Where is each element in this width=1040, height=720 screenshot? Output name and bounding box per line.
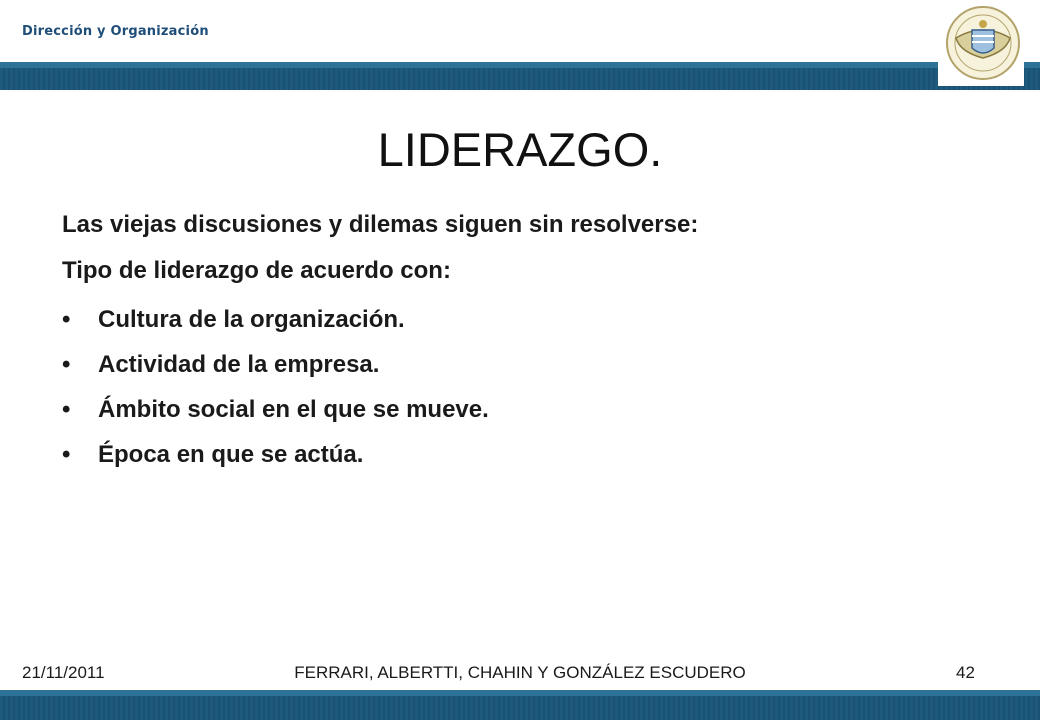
bullet-item <box>62 302 489 347</box>
course-name-label: Dirección y Organización <box>22 24 209 39</box>
bullet-text: Actividad de la empresa. <box>98 351 380 378</box>
institution-crest-icon <box>938 0 1024 86</box>
bullet-marker: • <box>62 441 71 468</box>
bullet-text: Cultura de la organización. <box>98 306 405 333</box>
footer-band <box>0 690 1040 720</box>
bullet-text: Ámbito social en el que se mueve. <box>98 396 489 423</box>
bullet-list <box>62 302 489 482</box>
bullet-item <box>62 437 489 482</box>
page-number: 42 <box>956 663 975 682</box>
slide-title: LIDERAZGO. <box>377 123 663 176</box>
bullet-item <box>62 392 489 437</box>
bullet-item <box>62 347 489 392</box>
header-band <box>0 62 1040 90</box>
footer-date: 21/11/2011 <box>22 663 105 682</box>
bullet-marker: • <box>62 396 71 423</box>
intro-line-2: Tipo de liderazgo de acuerdo con: <box>62 257 451 284</box>
footer-authors: FERRARI, ALBERTTI, CHAHIN Y GONZÁLEZ ESCUDERO <box>294 663 746 682</box>
bullet-text: Época en que se actúa. <box>98 441 364 468</box>
bullet-marker: • <box>62 306 71 333</box>
intro-line-1: Las viejas discusiones y dilemas siguen sin resolverse: <box>62 211 699 238</box>
bullet-marker: • <box>62 351 71 378</box>
